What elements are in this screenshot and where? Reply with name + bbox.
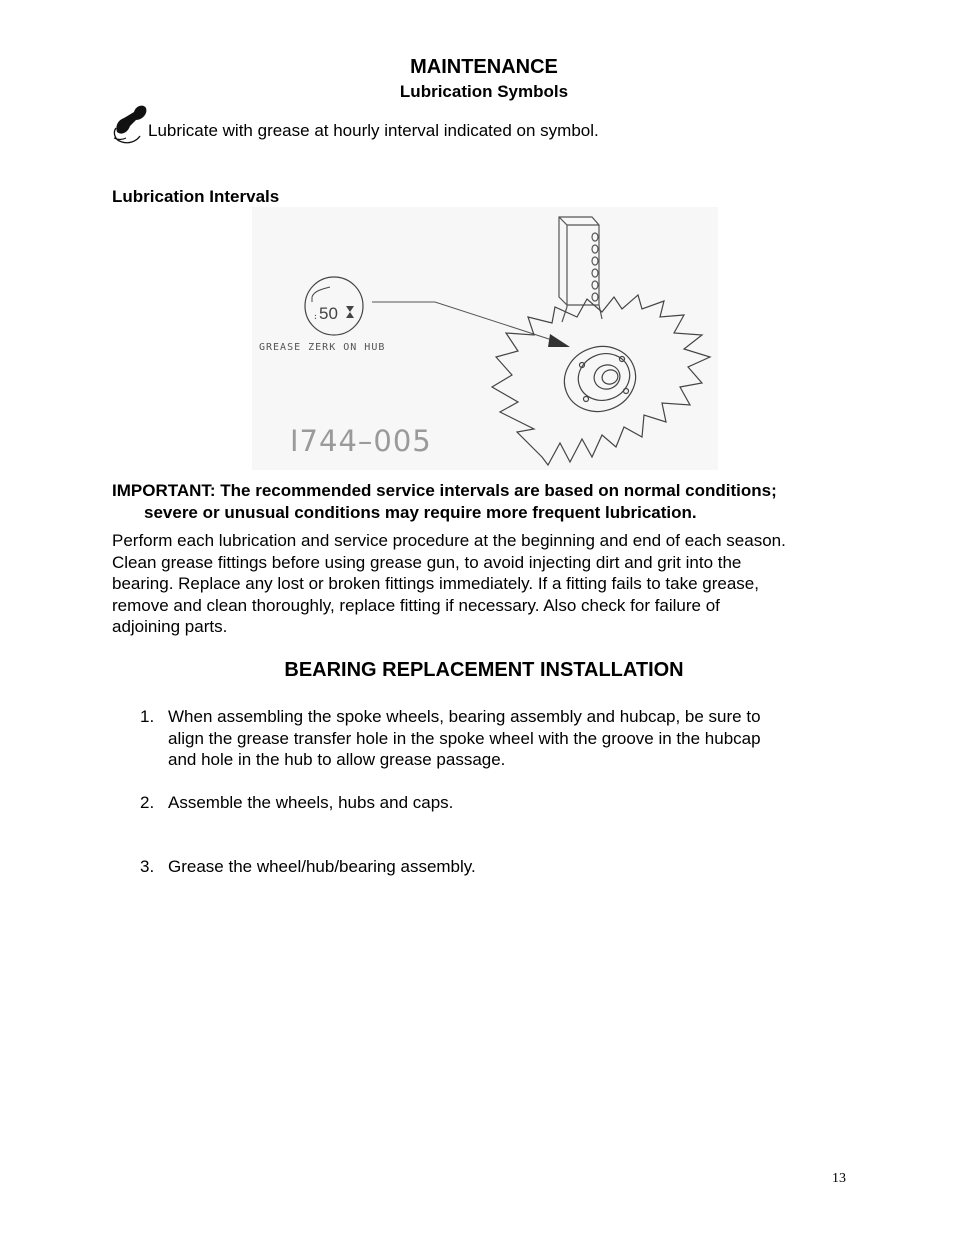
lubrication-interval-figure: [252, 207, 718, 470]
important-line-1: IMPORTANT: The recommended service intervals are based on normal conditions;: [112, 481, 777, 500]
paragraph-line: bearing. Replace any lost or broken fittings immediately. If a fitting fails to take grease,: [112, 574, 759, 594]
paragraph-line: adjoining parts.: [112, 617, 228, 637]
step-line: align the grease transfer hole in the spoke wheel with the groove in the hubcap: [168, 728, 761, 748]
section-subtitle: Lubrication Symbols: [399, 82, 569, 101]
interval-value: 50: [319, 304, 338, 323]
svg-text::: :: [313, 312, 318, 321]
page-number: 13: [832, 1171, 846, 1186]
step-text: [168, 856, 860, 878]
lubrication-symbol-row: [112, 100, 599, 144]
figure-part-number: I744–005: [290, 424, 432, 458]
step-line: When assembling the spoke wheels, bearing assembly and hubcap, be sure to: [168, 707, 761, 726]
important-line-2: severe or unusual conditions may require more frequent lubrication.: [144, 503, 697, 522]
important-notice: [112, 480, 872, 524]
paragraph-line: Clean grease fittings before using grease gun, to avoid injecting dirt and grit into the: [112, 552, 742, 572]
page-title: MAINTENANCE: [410, 56, 558, 78]
list-item: [140, 792, 860, 814]
list-item: [140, 706, 860, 771]
paragraph-line: remove and clean thoroughly, replace fitting if necessary. Also check for failure of: [112, 595, 720, 615]
step-line: and hole in the hub to allow grease passage.: [168, 750, 506, 769]
list-item: [140, 856, 860, 878]
grease-gun-icon: [112, 102, 148, 144]
figure-callout-label: GREASE ZERK ON HUB: [259, 342, 386, 353]
step-line: Grease the wheel/hub/bearing assembly.: [168, 857, 476, 876]
lubrication-paragraph: [112, 530, 872, 638]
lubrication-intervals-heading: Lubrication Intervals: [112, 187, 280, 206]
step-text: [168, 792, 860, 814]
step-text: [168, 706, 860, 771]
bearing-section-heading: BEARING REPLACEMENT INSTALLATION: [284, 659, 684, 681]
step-number: 2.: [140, 793, 155, 812]
paragraph-line: Perform each lubrication and service procedure at the beginning and end of each season.: [112, 531, 786, 550]
step-number: 1.: [140, 707, 155, 726]
step-number: 3.: [140, 857, 155, 876]
step-line: Assemble the wheels, hubs and caps.: [168, 793, 454, 812]
lubrication-symbol-description: Lubricate with grease at hourly interval indicated on symbol.: [148, 121, 599, 140]
